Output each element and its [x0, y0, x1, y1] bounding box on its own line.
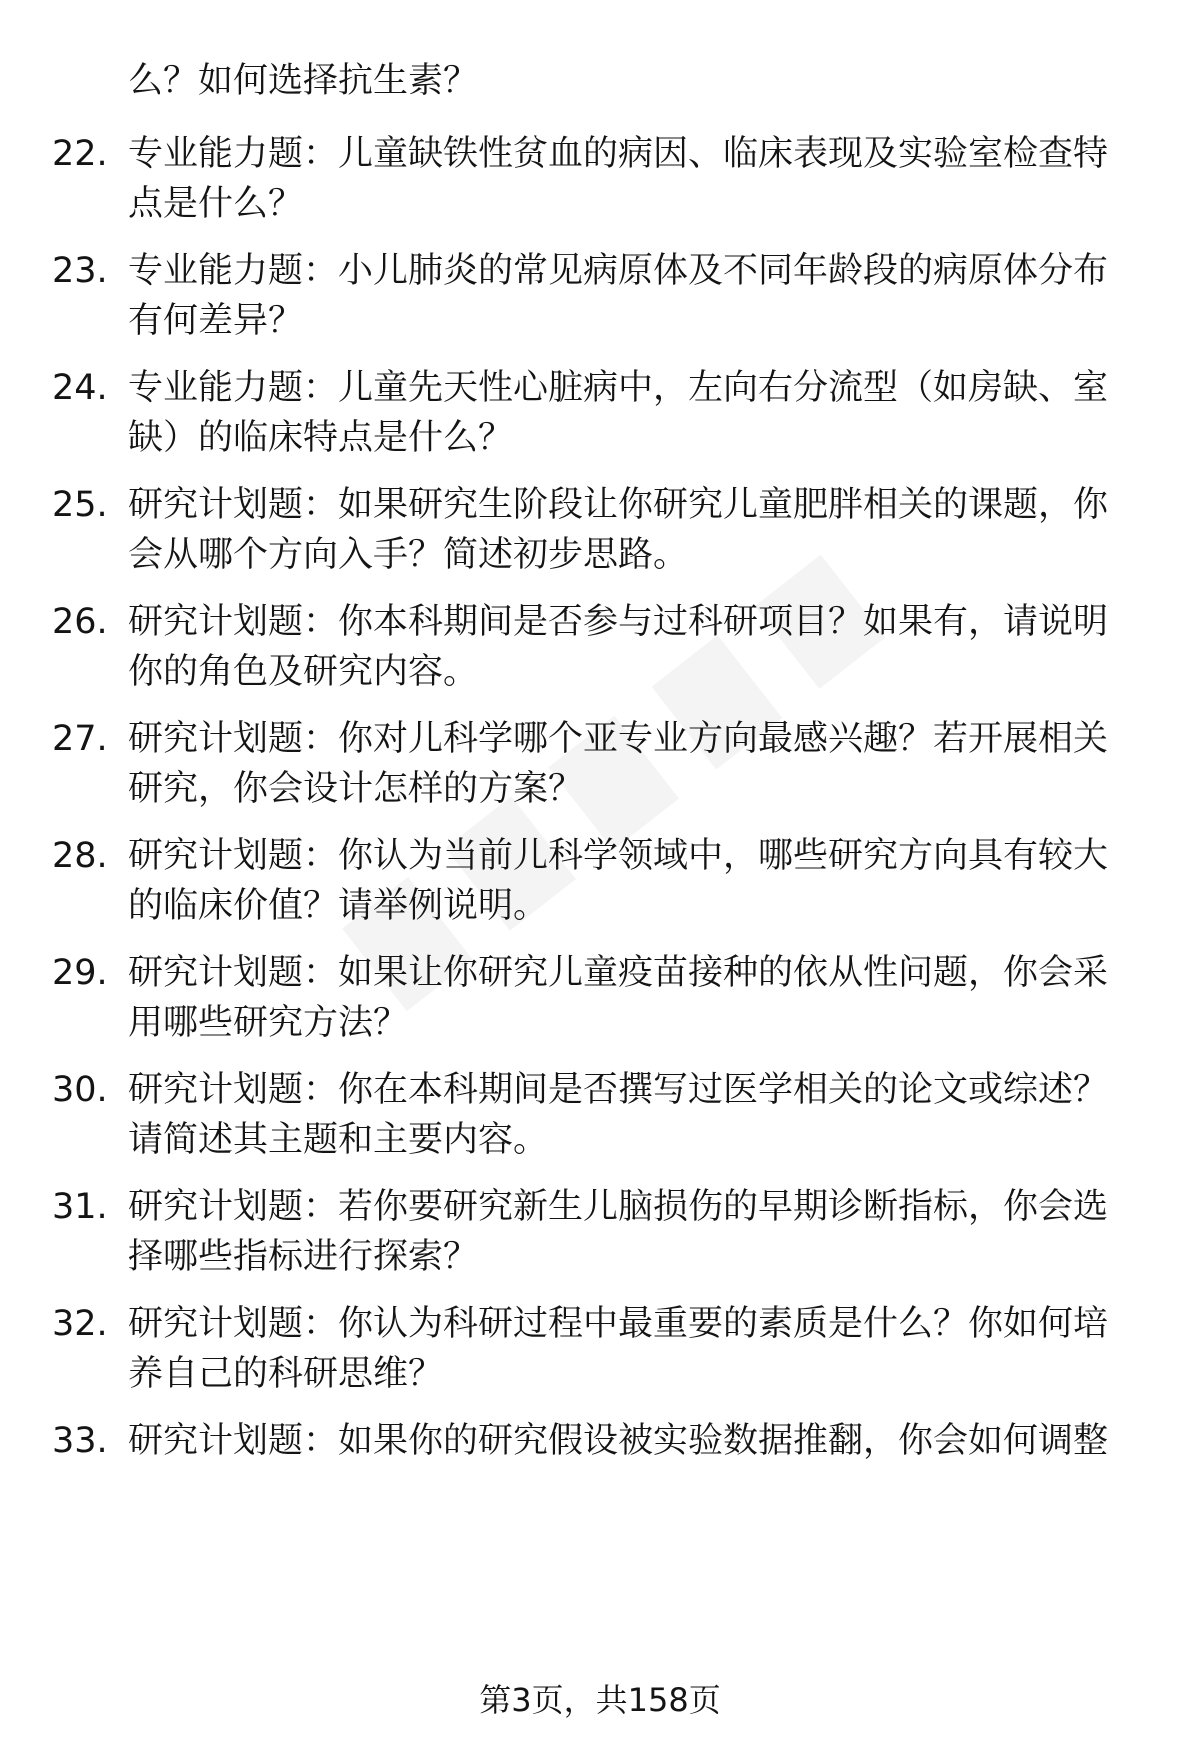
question-item	[0, 599, 1200, 699]
question-text-line: 研究计划题：你本科期间是否参与过科研项目？如果有，请说明	[128, 602, 1109, 642]
question-number: 23.	[52, 251, 108, 291]
question-text-line: 研究计划题：你认为当前儿科学领域中，哪些研究方向具有较大	[128, 836, 1109, 876]
question-number: 25.	[52, 485, 108, 525]
question-text-line: 研究计划题：如果让你研究儿童疫苗接种的依从性问题，你会采	[128, 953, 1109, 993]
question-text-line: 的临床价值？请举例说明。	[128, 886, 549, 926]
question-text-line: 专业能力题：儿童缺铁性贫血的病因、临床表现及实验室检查特	[128, 134, 1109, 174]
question-number: 22.	[52, 134, 108, 174]
question-item	[0, 950, 1200, 1050]
question-text-line: 会从哪个方向入手？简述初步思路。	[128, 535, 689, 575]
question-text-line: 研究计划题：若你要研究新生儿脑损伤的早期诊断指标，你会选	[128, 1187, 1109, 1227]
question-item	[0, 365, 1200, 465]
question-text-line: 点是什么？	[128, 184, 304, 224]
question-item	[0, 1301, 1200, 1401]
question-number: 31.	[52, 1187, 108, 1227]
question-number: 33.	[52, 1421, 108, 1461]
question-number: 26.	[52, 602, 108, 642]
question-text-line: 缺）的临床特点是什么？	[128, 418, 514, 458]
question-item	[0, 1184, 1200, 1284]
question-number: 28.	[52, 836, 108, 876]
question-item	[0, 131, 1200, 231]
question-text-line: 请简述其主题和主要内容。	[128, 1120, 549, 1160]
page-footer: 第3页，共158页	[479, 1681, 721, 1719]
question-text-line: 研究计划题：你对儿科学哪个亚专业方向最感兴趣？若开展相关	[128, 719, 1109, 759]
question-text-line: 研究，你会设计怎样的方案？	[128, 769, 584, 809]
question-text-line: 专业能力题：小儿肺炎的常见病原体及不同年龄段的病原体分布	[128, 251, 1109, 291]
question-text-line: 有何差异？	[128, 301, 304, 341]
question-number: 27.	[52, 719, 108, 759]
question-number: 24.	[52, 368, 108, 408]
question-text-line: 研究计划题：你在本科期间是否撰写过医学相关的论文或综述？	[128, 1070, 1109, 1110]
continuation-line: 么？如何选择抗生素？	[128, 61, 479, 101]
question-text-line: 专业能力题：儿童先天性心脏病中，左向右分流型（如房缺、室	[128, 368, 1109, 408]
question-item	[0, 248, 1200, 348]
question-text-line: 用哪些研究方法？	[128, 1003, 409, 1043]
question-text-line: 研究计划题：如果你的研究假设被实验数据推翻，你会如何调整	[128, 1421, 1109, 1461]
question-text-line: 研究计划题：如果研究生阶段让你研究儿童肥胖相关的课题，你	[128, 485, 1109, 525]
question-text-line: 你的角色及研究内容。	[128, 652, 479, 692]
question-item	[0, 716, 1200, 816]
question-item	[0, 482, 1200, 582]
question-item	[0, 1067, 1200, 1167]
question-number: 30.	[52, 1070, 108, 1110]
question-text-line: 养自己的科研思维？	[128, 1354, 444, 1394]
question-number: 32.	[52, 1304, 108, 1344]
question-text-line: 择哪些指标进行探索？	[128, 1237, 479, 1277]
question-item	[0, 1418, 1200, 1518]
question-number: 29.	[52, 953, 108, 993]
question-text-line: 研究计划题：你认为科研过程中最重要的素质是什么？你如何培	[128, 1304, 1109, 1344]
question-item	[0, 833, 1200, 933]
